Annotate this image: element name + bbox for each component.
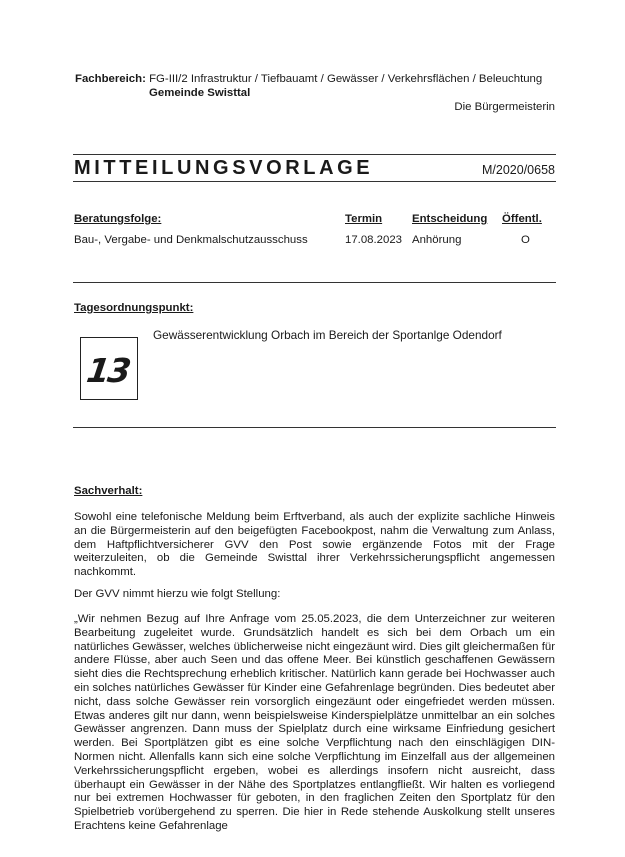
- table-bottom-rule: [73, 282, 556, 283]
- agenda-label: Tagesordnungspunkt:: [74, 302, 194, 314]
- document-number: M/2020/0658: [482, 163, 555, 177]
- department-name: FG-III/2 Infrastruktur / Tiefbauamt / Gewässer / Verkehrsflächen / Beleuchtung: [149, 73, 543, 85]
- paragraph-text: „Wir nehmen Bezug auf Ihre Anfrage vom 25.05.2023, die dem Unterzeichner zur weiteren Bearbeitung zugeleitet wurde. Grundsätzlich handelt es sich bei dem Orbach um ein natürliches Gewässer, welches üblicherweise nicht eingezäunt wird. Dies gilt gleichermaßen für andere Flüsse, aber auch Seen und das offene Meer. Bei künstlich geschaffenen Gewässern sieht dies die Rechtsprechung erheblich kritischer. Natürlich kann gerade bei Hochwasser auch ein solches natürliches Gewässer für Kinder eine Gefahrenlage begründen. Dies bedeutet aber nicht, dass solche Gewässer rein vorsorglich eingezäunt oder eingefriedet werden müssen. Etwas anderes gilt nur dann, wenn beispielsweise Kinderspielplätze unmittelbar an ein solches Gewässer angrenzen. Dann muss der Spielplatz durch eine wirksame Einfriedung gesichert werden. Bei Sportplätzen gibt es eine solche Verpflichtung nach den einschlägigen DIN-Normen nicht. Allenfalls kann sich eine solche Verpflichtung im Einzelfall aus der allgemeinen Verkehrssicherungspflicht ergeben, wobei es allerdings insofern nicht ausreicht, dass überhaupt ein Gewässer in der Nähe des Sportplatzes entlangfließt. Wir halten es vorliegend nur bei extremen Hochwasser für geboten, in den fraglichen Zeiten den Sportplatz für den Spielbetrieb vorübergehend zu sperren. Die hier in Rede stehende Auskolkung stellt unseres Erachtens keine Gefahrenlage: [74, 613, 555, 832]
- facts-paragraph-2: [74, 588, 555, 602]
- header-consultation-sequence: Beratungsfolge:: [74, 213, 162, 225]
- mayor-label: Die Bürgermeisterin: [454, 101, 555, 113]
- decision-type: Anhörung: [412, 234, 462, 246]
- committee-name: Bau-, Vergabe- und Denkmalschutzausschuss: [74, 234, 308, 246]
- agenda-number: 13: [84, 351, 132, 390]
- department-header: [75, 72, 543, 99]
- header-decision: Entscheidung: [412, 213, 488, 225]
- document-title: MITTEILUNGSVORLAGE: [74, 157, 374, 179]
- department-label: Fachbereich:: [75, 73, 146, 85]
- facts-label: Sachverhalt:: [74, 485, 143, 497]
- paragraph-text: Der GVV nimmt hierzu wie folgt Stellung:: [74, 588, 281, 600]
- facts-paragraph-1: [74, 511, 555, 580]
- paragraph-text: Sowohl eine telefonische Meldung beim Erftverband, als auch der explizite sachliche Hinweis an die Bürgermeisterin auf den beigefügten Facebookpost, nahm die Verwaltung zum Anlass, dem Haftpflichtversicherer GVV den Post sowie ergänzende Fotos mit der Frage weiterzuleiten, ob die Gemeinde Swisttal ihrer Verkehrssicherungspflicht angemessen nachkommt.: [74, 511, 555, 579]
- agenda-topic: Gewässerentwicklung Orbach im Bereich der Sportanlge Odendorf: [153, 328, 502, 342]
- municipality-name: Gemeinde Swisttal: [149, 87, 251, 99]
- agenda-number-box: [80, 337, 138, 400]
- header-date: Termin: [345, 213, 383, 225]
- public-marker: O: [521, 234, 530, 246]
- agenda-bottom-rule: [73, 427, 556, 428]
- title-bottom-rule: [73, 181, 556, 182]
- title-top-rule: [73, 154, 556, 155]
- facts-paragraph-3: [74, 613, 555, 834]
- header-public: Öffentl.: [502, 213, 542, 225]
- meeting-date: 17.08.2023: [345, 234, 403, 246]
